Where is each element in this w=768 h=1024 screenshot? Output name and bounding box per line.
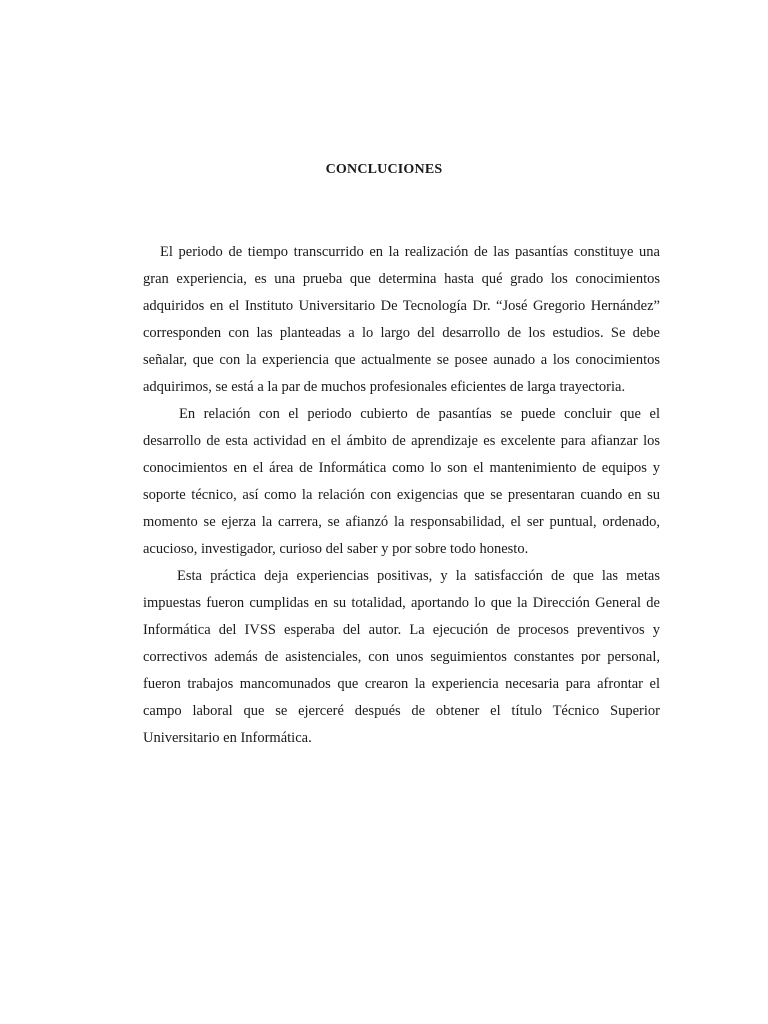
paragraph-3: Esta práctica deja experiencias positivas, y la satisfacción de que las metas impuestas fueron cumplidas en su totalidad, aportando lo que la Dirección General de Informática del IVSS esperaba del autor. La ejecución de procesos preventivos y correctivos además de asistenciales, con unos seguimientos constantes por personal, fueron trabajos mancomunados que crearon la experiencia necesaria para afrontar el campo laboral que se ejerceré después de obtener el título Técnico Superior Universitario en Informática. <box>143 568 660 746</box>
document-body <box>143 239 660 752</box>
paragraph-2: En relación con el periodo cubierto de pasantías se puede concluir que el desarrollo de esta actividad en el ámbito de aprendizaje es excelente para afianzar los conocimientos en el área de Informática como lo son el mantenimiento de equipos y soporte técnico, así como la relación con exigencias que se presentaran cuando en su momento se ejerza la carrera, se afianzó la responsabilidad, el ser puntual, ordenado, acucioso, investigador, curioso del saber y por sobre todo honesto. <box>143 406 660 557</box>
paragraph-1: El periodo de tiempo transcurrido en la realización de las pasantías constituye una gran experiencia, es una prueba que determina hasta qué grado los conocimientos adquiridos en el Instituto Universitario De Tecnología Dr. “José Gregorio Hernández” corresponden con las planteadas a lo largo del desarrollo de los estudios. Se debe señalar, que con la experiencia que actualmente se posee aunado a los conocimientos adquirimos, se está a la par de muchos profesionales eficientes de larga trayectoria. <box>143 244 660 395</box>
page-title: CONCLUCIONES <box>325 162 443 177</box>
